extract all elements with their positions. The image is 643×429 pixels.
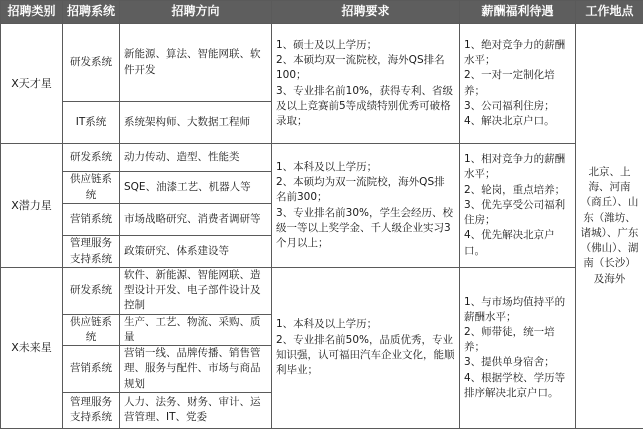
category-cell: X天才星 xyxy=(1,24,63,144)
location-cell: 北京、上海、河南（商丘）、山东（潍坊、诸城）、广东（佛山）、湖南（长沙）及海外 xyxy=(576,24,643,429)
direction-cell: 政策研究、体系建设等 xyxy=(120,236,272,268)
requirement-item: 2、专业排名前50%，品质优秀，专业知识强，认可福田汽车企业文化，能顺利毕业； xyxy=(276,333,455,379)
direction-cell: 市场战略研究、消费者调研等 xyxy=(120,204,272,236)
system-cell: 研发系统 xyxy=(63,268,120,315)
benefit-item: 2、师带徒，统一培养； xyxy=(464,325,571,355)
requirement-item: 1、硕士及以上学历； xyxy=(276,38,455,53)
benefit-item: 4、根据学校、学历等排序解决北京户口。 xyxy=(464,371,571,401)
benefits-cell xyxy=(460,268,576,429)
header-direction: 招聘方向 xyxy=(120,1,272,24)
category-cell: X未来星 xyxy=(1,268,63,429)
header-row xyxy=(1,1,643,24)
benefit-item: 3、优先享受公司福利住房； xyxy=(464,198,571,228)
requirement-item: 3、专业排名前10%，获得专利、省级及以上竞赛前5等成绩特别优秀可破格录取； xyxy=(276,84,455,130)
requirement-item: 2、本硕均为双一流院校，海外QS排名前300； xyxy=(276,175,455,205)
requirements-cell xyxy=(272,24,460,144)
direction-cell: 新能源、算法、智能网联、软件开发 xyxy=(120,24,272,102)
benefit-item: 1、与市场均值持平的薪酬水平； xyxy=(464,295,571,325)
requirements-cell xyxy=(272,144,460,268)
system-cell: 营销系统 xyxy=(63,204,120,236)
direction-cell: SQE、油漆工艺、机器人等 xyxy=(120,172,272,204)
requirement-item: 1、本科及以上学历； xyxy=(276,160,455,175)
system-cell: 营销系统 xyxy=(63,346,120,393)
system-cell: 管理服务支持系统 xyxy=(63,392,120,428)
table-row xyxy=(1,24,643,102)
header-requirements: 招聘要求 xyxy=(272,1,460,24)
direction-cell: 人力、法务、财务、审计、运营管理、IT、党委 xyxy=(120,392,272,428)
system-cell: 管理服务支持系统 xyxy=(63,236,120,268)
header-category: 招聘类别 xyxy=(1,1,63,24)
benefit-item: 2、轮岗，重点培养； xyxy=(464,183,571,198)
direction-cell: 动力传动、造型、性能类 xyxy=(120,144,272,172)
benefit-item: 1、相对竞争力的薪酬水平； xyxy=(464,152,571,182)
header-location: 工作地点 xyxy=(576,1,643,24)
direction-cell: 营销一线、品牌传播、销售管理、服务与配件、市场与商品规划 xyxy=(120,346,272,393)
benefits-cell xyxy=(460,144,576,268)
benefit-item: 2、一对一定制化培养； xyxy=(464,68,571,98)
system-cell: 供应链系统 xyxy=(63,314,120,345)
benefit-item: 3、公司福利住房； xyxy=(464,99,571,114)
benefit-item: 3、提供单身宿舍； xyxy=(464,355,571,370)
table-row xyxy=(1,144,643,172)
benefit-item: 1、绝对竞争力的薪酬水平； xyxy=(464,38,571,68)
benefits-cell xyxy=(460,24,576,144)
system-cell: 研发系统 xyxy=(63,24,120,102)
benefit-item: 4、解决北京户口。 xyxy=(464,114,571,129)
system-cell: IT系统 xyxy=(63,102,120,144)
requirement-item: 2、本硕均双一流院校，海外QS排名100； xyxy=(276,53,455,83)
category-cell: X潜力星 xyxy=(1,144,63,268)
table-row xyxy=(1,268,643,315)
direction-cell: 软件、新能源、智能网联、造型设计开发、电子部件设计及控制 xyxy=(120,268,272,315)
direction-cell: 系统架构师、大数据工程师 xyxy=(120,102,272,144)
requirements-cell xyxy=(272,268,460,429)
benefit-item: 4、优先解决北京户口。 xyxy=(464,228,571,258)
requirement-item: 3、专业排名前30%，学生会经历、校级一等以上奖学金、千人级企业实习3个月以上； xyxy=(276,206,455,252)
system-cell: 供应链系统 xyxy=(63,172,120,204)
direction-cell: 生产、工艺、物流、采购、质量 xyxy=(120,314,272,345)
header-system: 招聘系统 xyxy=(63,1,120,24)
system-cell: 研发系统 xyxy=(63,144,120,172)
requirement-item: 1、本科及以上学历； xyxy=(276,317,455,332)
header-benefits: 薪酬福利待遇 xyxy=(460,1,576,24)
